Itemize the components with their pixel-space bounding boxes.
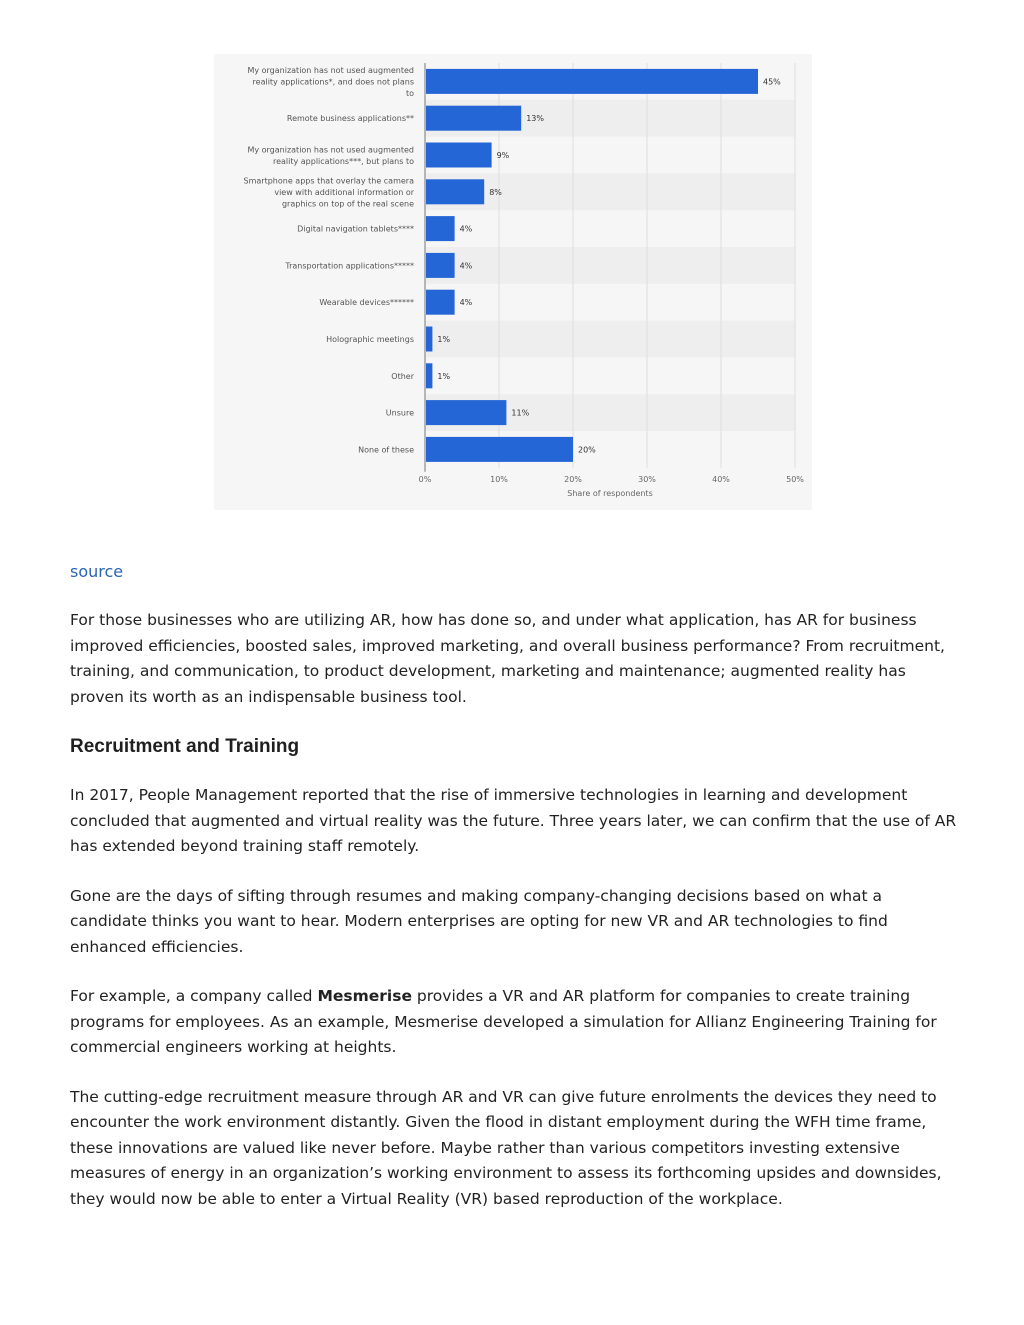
category-label-line: None of these [358,445,414,455]
data-label: 4% [459,298,473,308]
article-content [70,608,960,1236]
bar [426,216,455,241]
category-label [297,225,414,234]
x-tick-label: 0% [418,474,432,484]
category-label-line: Transportation applications***** [285,261,414,271]
category-label-line: Wearable devices****** [319,298,414,308]
bar [426,437,573,462]
category-label-line: Other [391,371,414,381]
data-label: 1% [437,335,451,344]
category-label-line: reality applications*, and does not plans [252,77,414,87]
bar [426,327,432,352]
chart-svg [214,54,812,510]
category-label [319,298,414,307]
mesmerise-lead-text: For example, a company called [70,987,318,1005]
bar [426,179,484,204]
category-label-line: My organization has not used augmented [247,145,414,155]
category-label [358,445,414,454]
x-tick-label: 40% [712,474,730,484]
category-label-line: reality applications***, but plans to [272,156,414,166]
data-label: 45% [763,77,781,87]
bar [426,106,521,131]
category-label [247,66,414,98]
data-label: 4% [459,224,473,234]
data-label: 13% [526,114,544,124]
category-label-line: Smartphone apps that overlay the camera [243,176,414,186]
category-label-line: to [405,88,414,98]
category-label-line: Holographic meetings [326,335,414,344]
category-label [386,409,414,418]
x-tick-label: 10% [490,474,508,484]
bar [426,253,455,278]
mesmerise-trailing-text: provides a VR and AR platform for companies to create training programs for employees. As an example, Mesmerise developed a simulation for Allianz Engineering Training for commercial engineers working at heights. [70,987,937,1056]
category-label [247,145,414,166]
data-label: 11% [511,408,530,418]
intro-paragraph: For those businesses who are utilizing AR, how has done so, and under what application, has AR for business improved efficiencies, boosted sales, improved marketing, and overall business performance? From recruitment, training, and communication, to product development, marketing and maintenance; augmented reality has proven its worth as an indispensable business tool. [70,611,945,706]
paragraph-recruitment-measure: The cutting-edge recruitment measure through AR and VR can give future enrolments the devices they need to encounter the work environment distantly. Given the flood in distant employment during the WFH time frame, these innovations are valued like never before. Maybe rather than various competitors investing extensive measures of energy in an organization’s working environment to assess its forthcoming upsides and downsides, they would now be able to enter a Virtual Reality (VR) based reproduction of the workplace. [70,1087,942,1208]
data-label: 1% [437,371,451,381]
bar [426,363,432,388]
category-label-line: Unsure [385,408,414,418]
category-label-line: My organization has not used augmented [247,65,414,75]
data-label: 20% [578,445,596,455]
category-label-line: Digital navigation tablets**** [297,224,414,234]
data-label: 9% [496,151,510,160]
category-label [244,176,415,208]
category-label-line: view with additional information or [274,187,414,197]
row-band [425,321,795,358]
category-label [391,372,414,381]
data-label: 8% [489,187,502,197]
paragraph-resumes: Gone are the days of sifting through resumes and making company-changing decisions based on what a candidate thinks you want to hear. Modern enterprises are opting for new VR and AR technologies to find enhanced efficiencies. [70,886,888,956]
bar [426,290,455,315]
bar [426,69,758,94]
category-label [284,261,414,270]
x-tick-label: 30% [638,474,656,484]
bar [426,143,492,168]
x-tick-label: 20% [564,474,582,484]
mesmerise-company-name: Mesmerise [317,987,412,1005]
source-link[interactable]: source [70,562,124,581]
category-label-line: Remote business applications** [286,114,414,124]
category-label [287,114,414,123]
x-tick-label: 50% [786,474,804,484]
paragraph-people-management: In 2017, People Management reported that the rise of immersive technologies in learning and development concluded that augmented and virtual reality was the future. Three years later, we can confirm that the use of AR has extended beyond training staff remotely. [70,786,957,855]
paragraph-mesmerise [70,984,960,1061]
bar [426,400,506,425]
x-axis-title: Share of respondents [567,488,653,498]
row-band [425,247,795,284]
section-heading: Recruitment and Training [70,736,300,757]
data-label: 4% [459,261,473,271]
category-label [326,335,414,344]
category-label-line: graphics on top of the real scene [281,199,414,209]
survey-bar-chart [214,54,812,510]
